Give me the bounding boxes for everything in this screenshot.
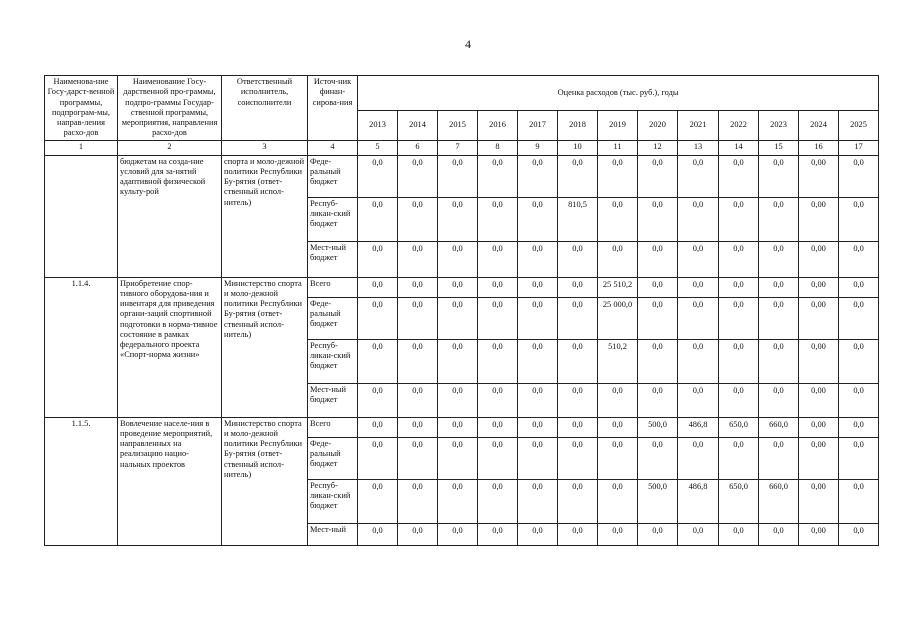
amount-cell: 0,0 (358, 417, 398, 437)
header-year: 2017 (518, 111, 558, 140)
amount-cell: 0,0 (719, 523, 759, 545)
amount-cell: 0,0 (719, 197, 759, 241)
amount-cell: 0,0 (478, 479, 518, 523)
amount-cell: 0,0 (638, 277, 678, 297)
amount-cell: 0,0 (518, 383, 558, 417)
amount-cell: 0,0 (759, 241, 799, 277)
column-index-cell: 14 (719, 140, 759, 155)
amount-cell: 0,0 (518, 437, 558, 479)
amount-cell: 0,0 (558, 277, 598, 297)
column-index-cell: 17 (839, 140, 879, 155)
amount-cell: 0,0 (839, 297, 879, 339)
amount-cell: 0,0 (438, 277, 478, 297)
amount-cell: 0,0 (598, 437, 638, 479)
amount-cell: 0,0 (759, 297, 799, 339)
amount-cell: 25 000,0 (598, 297, 638, 339)
amount-cell: 0,0 (759, 339, 799, 383)
amount-cell: 0,0 (478, 197, 518, 241)
amount-cell: 0,00 (799, 197, 839, 241)
amount-cell: 0,00 (799, 479, 839, 523)
amount-cell: 0,0 (759, 437, 799, 479)
amount-cell: 0,0 (759, 383, 799, 417)
measure-code (45, 155, 118, 277)
amount-cell: 0,0 (478, 523, 518, 545)
amount-cell: 0,0 (478, 339, 518, 383)
measure-executor: Министерство спорта и моло-дежной политики Республики Бу-рятия (ответ-ственный испол-нитель) (222, 417, 308, 545)
amount-cell: 0,0 (438, 523, 478, 545)
funding-source: Респуб-ликан-ский бюджет (308, 479, 358, 523)
amount-cell: 0,0 (398, 339, 438, 383)
amount-cell: 0,0 (678, 339, 719, 383)
amount-cell: 0,0 (719, 155, 759, 197)
amount-cell: 0,0 (438, 155, 478, 197)
header-year: 2024 (799, 111, 839, 140)
amount-cell: 0,0 (719, 339, 759, 383)
amount-cell: 650,0 (719, 417, 759, 437)
header-source: Источ-ник финан-сирова-ния (308, 76, 358, 141)
amount-cell: 0,0 (839, 241, 879, 277)
amount-cell: 0,0 (398, 417, 438, 437)
amount-cell: 0,0 (719, 437, 759, 479)
amount-cell: 0,00 (799, 241, 839, 277)
column-index-row (45, 140, 879, 155)
amount-cell: 0,0 (839, 437, 879, 479)
amount-cell: 0,0 (638, 437, 678, 479)
amount-cell: 0,0 (839, 383, 879, 417)
amount-cell: 0,0 (398, 383, 438, 417)
amount-cell: 0,0 (438, 479, 478, 523)
funding-source: Мест-ный (308, 523, 358, 545)
amount-cell: 0,0 (478, 437, 518, 479)
header-year: 2023 (759, 111, 799, 140)
amount-cell: 0,0 (638, 383, 678, 417)
amount-cell: 650,0 (719, 479, 759, 523)
amount-cell: 0,0 (598, 155, 638, 197)
amount-cell: 0,0 (558, 241, 598, 277)
amount-cell: 0,0 (598, 479, 638, 523)
header-executor: Ответственный исполнитель, соисполнители (222, 76, 308, 141)
measure-code: 1.1.4. (45, 277, 118, 417)
amount-cell: 0,0 (358, 523, 398, 545)
amount-cell: 0,0 (518, 241, 558, 277)
amount-cell: 0,0 (558, 383, 598, 417)
amount-cell: 0,0 (398, 479, 438, 523)
amount-cell: 0,0 (358, 197, 398, 241)
funding-source: Феде-ральный бюджет (308, 437, 358, 479)
amount-cell: 0,0 (839, 277, 879, 297)
amount-cell: 0,0 (598, 383, 638, 417)
amount-cell: 0,0 (678, 277, 719, 297)
amount-cell: 0,0 (398, 523, 438, 545)
amount-cell: 0,0 (759, 197, 799, 241)
funding-source: Мест-ный бюджет (308, 241, 358, 277)
amount-cell: 0,0 (638, 523, 678, 545)
amount-cell: 0,00 (799, 339, 839, 383)
column-index-cell: 8 (478, 140, 518, 155)
amount-cell: 0,0 (518, 277, 558, 297)
amount-cell: 660,0 (759, 417, 799, 437)
amount-cell: 486,8 (678, 417, 719, 437)
header-year: 2015 (438, 111, 478, 140)
amount-cell: 0,0 (719, 383, 759, 417)
measure-executor: спорта и моло-дежной политики Республики Бу-рятия (ответ-ственный испол-нитель) (222, 155, 308, 277)
amount-cell: 0,0 (638, 339, 678, 383)
amount-cell: 0,00 (799, 417, 839, 437)
amount-cell: 0,0 (678, 155, 719, 197)
header-year: 2021 (678, 111, 719, 140)
amount-cell: 810,5 (558, 197, 598, 241)
amount-cell: 0,0 (438, 417, 478, 437)
amount-cell: 0,0 (438, 339, 478, 383)
header-estimate: Оценка расходов (тыс. руб.), годы (358, 76, 879, 111)
amount-cell: 0,0 (598, 241, 638, 277)
amount-cell: 0,0 (518, 155, 558, 197)
amount-cell: 0,0 (678, 241, 719, 277)
column-index-cell: 12 (638, 140, 678, 155)
column-index-cell: 4 (308, 140, 358, 155)
amount-cell: 0,0 (518, 197, 558, 241)
amount-cell: 0,0 (438, 241, 478, 277)
amount-cell: 0,0 (518, 339, 558, 383)
funding-source: Всего (308, 417, 358, 437)
amount-cell: 0,0 (558, 417, 598, 437)
amount-cell: 0,0 (678, 437, 719, 479)
amount-cell: 0,0 (478, 241, 518, 277)
header-year: 2022 (719, 111, 759, 140)
amount-cell: 0,0 (558, 339, 598, 383)
amount-cell: 0,00 (799, 437, 839, 479)
amount-cell: 0,00 (799, 297, 839, 339)
header-year: 2025 (839, 111, 879, 140)
amount-cell: 0,0 (638, 155, 678, 197)
amount-cell: 0,0 (558, 437, 598, 479)
amount-cell: 25 510,2 (598, 277, 638, 297)
column-index-cell: 15 (759, 140, 799, 155)
amount-cell: 0,0 (839, 339, 879, 383)
amount-cell: 0,0 (839, 197, 879, 241)
header-year: 2016 (478, 111, 518, 140)
amount-cell: 0,0 (398, 297, 438, 339)
amount-cell: 0,0 (478, 417, 518, 437)
amount-cell: 0,0 (398, 155, 438, 197)
amount-cell: 660,0 (759, 479, 799, 523)
funding-source: Феде-ральный бюджет (308, 297, 358, 339)
amount-cell: 0,0 (598, 197, 638, 241)
amount-cell: 0,0 (678, 523, 719, 545)
amount-cell: 0,0 (759, 523, 799, 545)
measure-name: бюджетам на созда-ние условий для за-нятий адаптивной физической культу-рой (118, 155, 222, 277)
amount-cell: 0,0 (719, 277, 759, 297)
measure-name: Приобретение спор-тивного оборудова-ния и инвентаря для приведения органи-заций спортивной подготовки в норма-тивное состояние в рамках федерального проекта «Спорт-норма жизни» (118, 277, 222, 417)
amount-cell: 0,0 (558, 155, 598, 197)
amount-cell: 0,0 (518, 479, 558, 523)
column-index-cell: 6 (398, 140, 438, 155)
amount-cell: 0,0 (638, 197, 678, 241)
amount-cell: 0,0 (638, 297, 678, 339)
amount-cell: 0,0 (358, 241, 398, 277)
amount-cell: 0,0 (678, 197, 719, 241)
amount-cell: 0,0 (759, 155, 799, 197)
amount-cell: 0,0 (438, 197, 478, 241)
measure-executor: Министерство спорта и моло-дежной политики Республики Бу-рятия (ответ-ственный испол-нитель) (222, 277, 308, 417)
funding-source: Всего (308, 277, 358, 297)
amount-cell: 0,0 (518, 417, 558, 437)
amount-cell: 0,0 (558, 479, 598, 523)
column-index-cell: 5 (358, 140, 398, 155)
amount-cell: 0,0 (719, 297, 759, 339)
amount-cell: 0,0 (558, 523, 598, 545)
column-index-cell: 9 (518, 140, 558, 155)
amount-cell: 0,0 (719, 241, 759, 277)
table-row (45, 417, 879, 437)
amount-cell: 510,2 (598, 339, 638, 383)
amount-cell: 0,0 (358, 155, 398, 197)
amount-cell: 0,0 (438, 383, 478, 417)
amount-cell: 0,0 (638, 241, 678, 277)
amount-cell: 0,0 (398, 241, 438, 277)
column-index-cell: 1 (45, 140, 118, 155)
amount-cell: 0,0 (358, 383, 398, 417)
amount-cell: 0,0 (598, 417, 638, 437)
amount-cell: 0,0 (438, 297, 478, 339)
amount-cell: 0,0 (358, 277, 398, 297)
amount-cell: 500,0 (638, 417, 678, 437)
header-year: 2019 (598, 111, 638, 140)
table-header (45, 76, 879, 156)
amount-cell: 0,0 (478, 297, 518, 339)
amount-cell: 0,0 (839, 155, 879, 197)
amount-cell: 500,0 (638, 479, 678, 523)
table-row (45, 155, 879, 197)
column-index-cell: 7 (438, 140, 478, 155)
amount-cell: 0,0 (839, 523, 879, 545)
header-year: 2014 (398, 111, 438, 140)
header-program-name: Наименова-ние Госу-дарст-венной программы, подпрограм-мы, направ-ления расхо-дов (45, 76, 118, 141)
page-number: 4 (465, 37, 471, 51)
amount-cell: 0,0 (478, 155, 518, 197)
amount-cell: 0,0 (759, 277, 799, 297)
header-measure-name: Наименование Госу-дарственной про-граммы, подпро-граммы Государ-ственной программы, мероприятия, направления расхо-дов (118, 76, 222, 141)
amount-cell: 0,00 (799, 155, 839, 197)
amount-cell: 0,0 (839, 417, 879, 437)
amount-cell: 0,0 (358, 437, 398, 479)
amount-cell: 0,0 (678, 297, 719, 339)
header-year: 2020 (638, 111, 678, 140)
amount-cell: 0,0 (678, 383, 719, 417)
amount-cell: 0,0 (438, 437, 478, 479)
amount-cell: 0,00 (799, 277, 839, 297)
table-row (45, 277, 879, 297)
funding-source: Респуб-ликан-ский бюджет (308, 339, 358, 383)
header-year: 2018 (558, 111, 598, 140)
funding-source: Мест-ный бюджет (308, 383, 358, 417)
column-index-cell: 3 (222, 140, 308, 155)
table-body (45, 155, 879, 545)
column-index-cell: 16 (799, 140, 839, 155)
funding-source: Респуб-ликан-ский бюджет (308, 197, 358, 241)
amount-cell: 0,0 (598, 523, 638, 545)
amount-cell: 0,00 (799, 523, 839, 545)
amount-cell: 0,0 (398, 437, 438, 479)
amount-cell: 0,0 (518, 297, 558, 339)
column-index-cell: 10 (558, 140, 598, 155)
expenditure-table (44, 75, 879, 546)
column-index-cell: 11 (598, 140, 638, 155)
funding-source: Феде-ральный бюджет (308, 155, 358, 197)
column-index-cell: 2 (118, 140, 222, 155)
amount-cell: 0,00 (799, 383, 839, 417)
measure-name: Вовлечение населе-ния в проведение мероприятий, направленных на реализацию нацио-нальных проектов (118, 417, 222, 545)
measure-code: 1.1.5. (45, 417, 118, 545)
amount-cell: 0,0 (839, 479, 879, 523)
amount-cell: 0,0 (478, 383, 518, 417)
amount-cell: 0,0 (358, 297, 398, 339)
amount-cell: 0,0 (558, 297, 598, 339)
amount-cell: 0,0 (518, 523, 558, 545)
amount-cell: 0,0 (358, 339, 398, 383)
amount-cell: 0,0 (398, 197, 438, 241)
header-year: 2013 (358, 111, 398, 140)
amount-cell: 486,8 (678, 479, 719, 523)
amount-cell: 0,0 (478, 277, 518, 297)
amount-cell: 0,0 (358, 479, 398, 523)
column-index-cell: 13 (678, 140, 719, 155)
amount-cell: 0,0 (398, 277, 438, 297)
